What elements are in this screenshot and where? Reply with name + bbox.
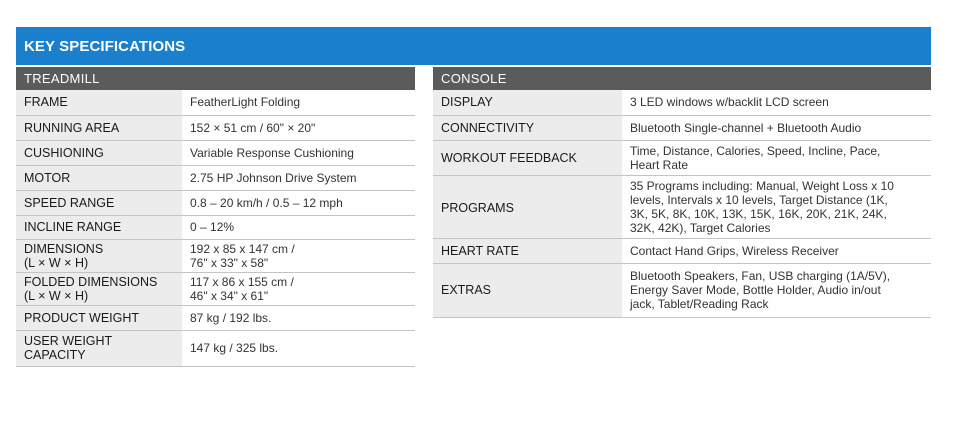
- spec-value-line: 117 x 86 x 155 cm /: [190, 274, 294, 289]
- spec-label-line: CUSHIONING: [24, 145, 104, 160]
- spec-value-line: Bluetooth Single-channel + Bluetooth Audio: [630, 120, 862, 135]
- spec-value-line: 46" x 34" x 61": [190, 288, 269, 303]
- spec-row: [433, 238, 931, 263]
- spec-value: [182, 115, 415, 140]
- spec-row: [433, 263, 931, 317]
- spec-value: [182, 140, 415, 165]
- spec-value: [182, 165, 415, 190]
- spec-label: [433, 90, 622, 115]
- treadmill-heading: TREADMILL: [16, 67, 415, 90]
- spec-row: [16, 90, 415, 115]
- spec-label: [16, 165, 182, 190]
- spec-value-line: 0.8 – 20 km/h / 0.5 – 12 mph: [190, 195, 343, 210]
- spec-label: [16, 272, 182, 305]
- spec-label-line: INCLINE RANGE: [24, 220, 122, 234]
- spec-value-line: Bluetooth Speakers, Fan, USB charging (1A/5V),: [630, 269, 891, 283]
- spec-row: [16, 272, 415, 305]
- spec-value: [182, 239, 415, 272]
- spec-value-line: 3K, 5K, 8K, 10K, 13K, 15K, 16K, 20K, 21K, 24K,: [630, 206, 887, 221]
- spec-label: [16, 90, 182, 115]
- spec-row: [16, 330, 415, 366]
- spec-value-line: 87 kg / 192 lbs.: [190, 310, 272, 325]
- page-title: KEY SPECIFICATIONS: [16, 27, 931, 65]
- spec-value-line: Time, Distance, Calories, Speed, Incline, Pace,: [630, 143, 881, 158]
- spec-value: [182, 190, 415, 215]
- spec-label: [16, 140, 182, 165]
- spec-row: [16, 140, 415, 165]
- spec-value-line: 2.75 HP Johnson Drive System: [190, 170, 357, 185]
- spec-value-line: 147 kg / 325 lbs.: [190, 341, 279, 355]
- spec-label: [16, 305, 182, 330]
- spec-label-line: FOLDED DIMENSIONS: [24, 274, 158, 289]
- spec-label-line: EXTRAS: [441, 283, 492, 297]
- spec-value: [182, 215, 415, 239]
- spec-value-line: 152 × 51 cm / 60" × 20": [190, 120, 316, 135]
- spec-value: [182, 272, 415, 305]
- spec-label: [433, 140, 622, 175]
- spec-label: [433, 175, 622, 238]
- spec-label: [16, 190, 182, 215]
- spec-value: [622, 90, 931, 115]
- spec-label: [433, 238, 622, 263]
- spec-row: [433, 115, 931, 140]
- spec-value: [622, 238, 931, 263]
- spec-row: [433, 90, 931, 115]
- spec-label: [16, 215, 182, 239]
- spec-label-line: DIMENSIONS: [24, 241, 104, 256]
- spec-value: [622, 263, 931, 317]
- spec-value: [182, 305, 415, 330]
- spec-label: [16, 239, 182, 272]
- spec-value-line: 35 Programs including: Manual, Weight Loss x 10: [630, 178, 894, 193]
- console-heading: CONSOLE: [433, 67, 931, 90]
- spec-label-line: PROGRAMS: [441, 200, 514, 215]
- spec-label: [433, 115, 622, 140]
- spec-value-line: levels, Intervals x 10 levels, Target Distance (1K,: [630, 192, 888, 207]
- spec-value: [622, 140, 931, 175]
- spec-value-line: 3 LED windows w/backlit LCD screen: [630, 95, 829, 110]
- console-panel: [433, 67, 931, 318]
- spec-value-line: 0 – 12%: [190, 220, 235, 234]
- spec-value-line: Energy Saver Mode, Bottle Holder, Audio in/out: [630, 283, 881, 297]
- spec-label-line: SPEED RANGE: [24, 195, 115, 210]
- spec-value-line: 76" x 33" x 58": [190, 255, 269, 270]
- spec-value: [182, 330, 415, 366]
- spec-row: [433, 140, 931, 175]
- spec-label-line: FRAME: [24, 95, 68, 110]
- spec-label-line: DISPLAY: [441, 95, 493, 110]
- spec-value: [622, 115, 931, 140]
- spec-row: [433, 175, 931, 238]
- treadmill-panel: [16, 67, 415, 367]
- spec-value: [622, 175, 931, 238]
- spec-label: [16, 115, 182, 140]
- spec-value-line: Variable Response Cushioning: [190, 145, 354, 160]
- treadmill-spec-table: [16, 90, 415, 367]
- spec-label-line: CONNECTIVITY: [441, 120, 535, 135]
- spec-value-line: 192 x 85 x 147 cm /: [190, 241, 295, 256]
- spec-value-line: FeatherLight Folding: [190, 95, 301, 110]
- spec-row: [16, 115, 415, 140]
- spec-row: [16, 239, 415, 272]
- spec-value-line: Contact Hand Grips, Wireless Receiver: [630, 243, 839, 258]
- spec-label-line: CAPACITY: [24, 348, 86, 362]
- spec-label-line: (L × W × H): [24, 255, 89, 270]
- spec-value: [182, 90, 415, 115]
- spec-row: [16, 165, 415, 190]
- spec-value-line: Heart Rate: [630, 157, 689, 172]
- spec-label-line: HEART RATE: [441, 243, 519, 258]
- spec-label-line: RUNNING AREA: [24, 120, 120, 135]
- spec-value-line: jack, Tablet/Reading Rack: [630, 297, 769, 311]
- spec-row: [16, 305, 415, 330]
- spec-label-line: PRODUCT WEIGHT: [24, 310, 140, 325]
- spec-value-line: 32K, 42K), Target Calories: [630, 220, 771, 235]
- spec-row: [16, 190, 415, 215]
- spec-label-line: USER WEIGHT: [24, 334, 113, 348]
- spec-label-line: MOTOR: [24, 170, 71, 185]
- console-spec-table: [433, 90, 931, 318]
- spec-label-line: (L × W × H): [24, 288, 89, 303]
- spec-label: [433, 263, 622, 317]
- spec-label-line: WORKOUT FEEDBACK: [441, 150, 577, 165]
- spec-row: [16, 215, 415, 239]
- spec-label: [16, 330, 182, 366]
